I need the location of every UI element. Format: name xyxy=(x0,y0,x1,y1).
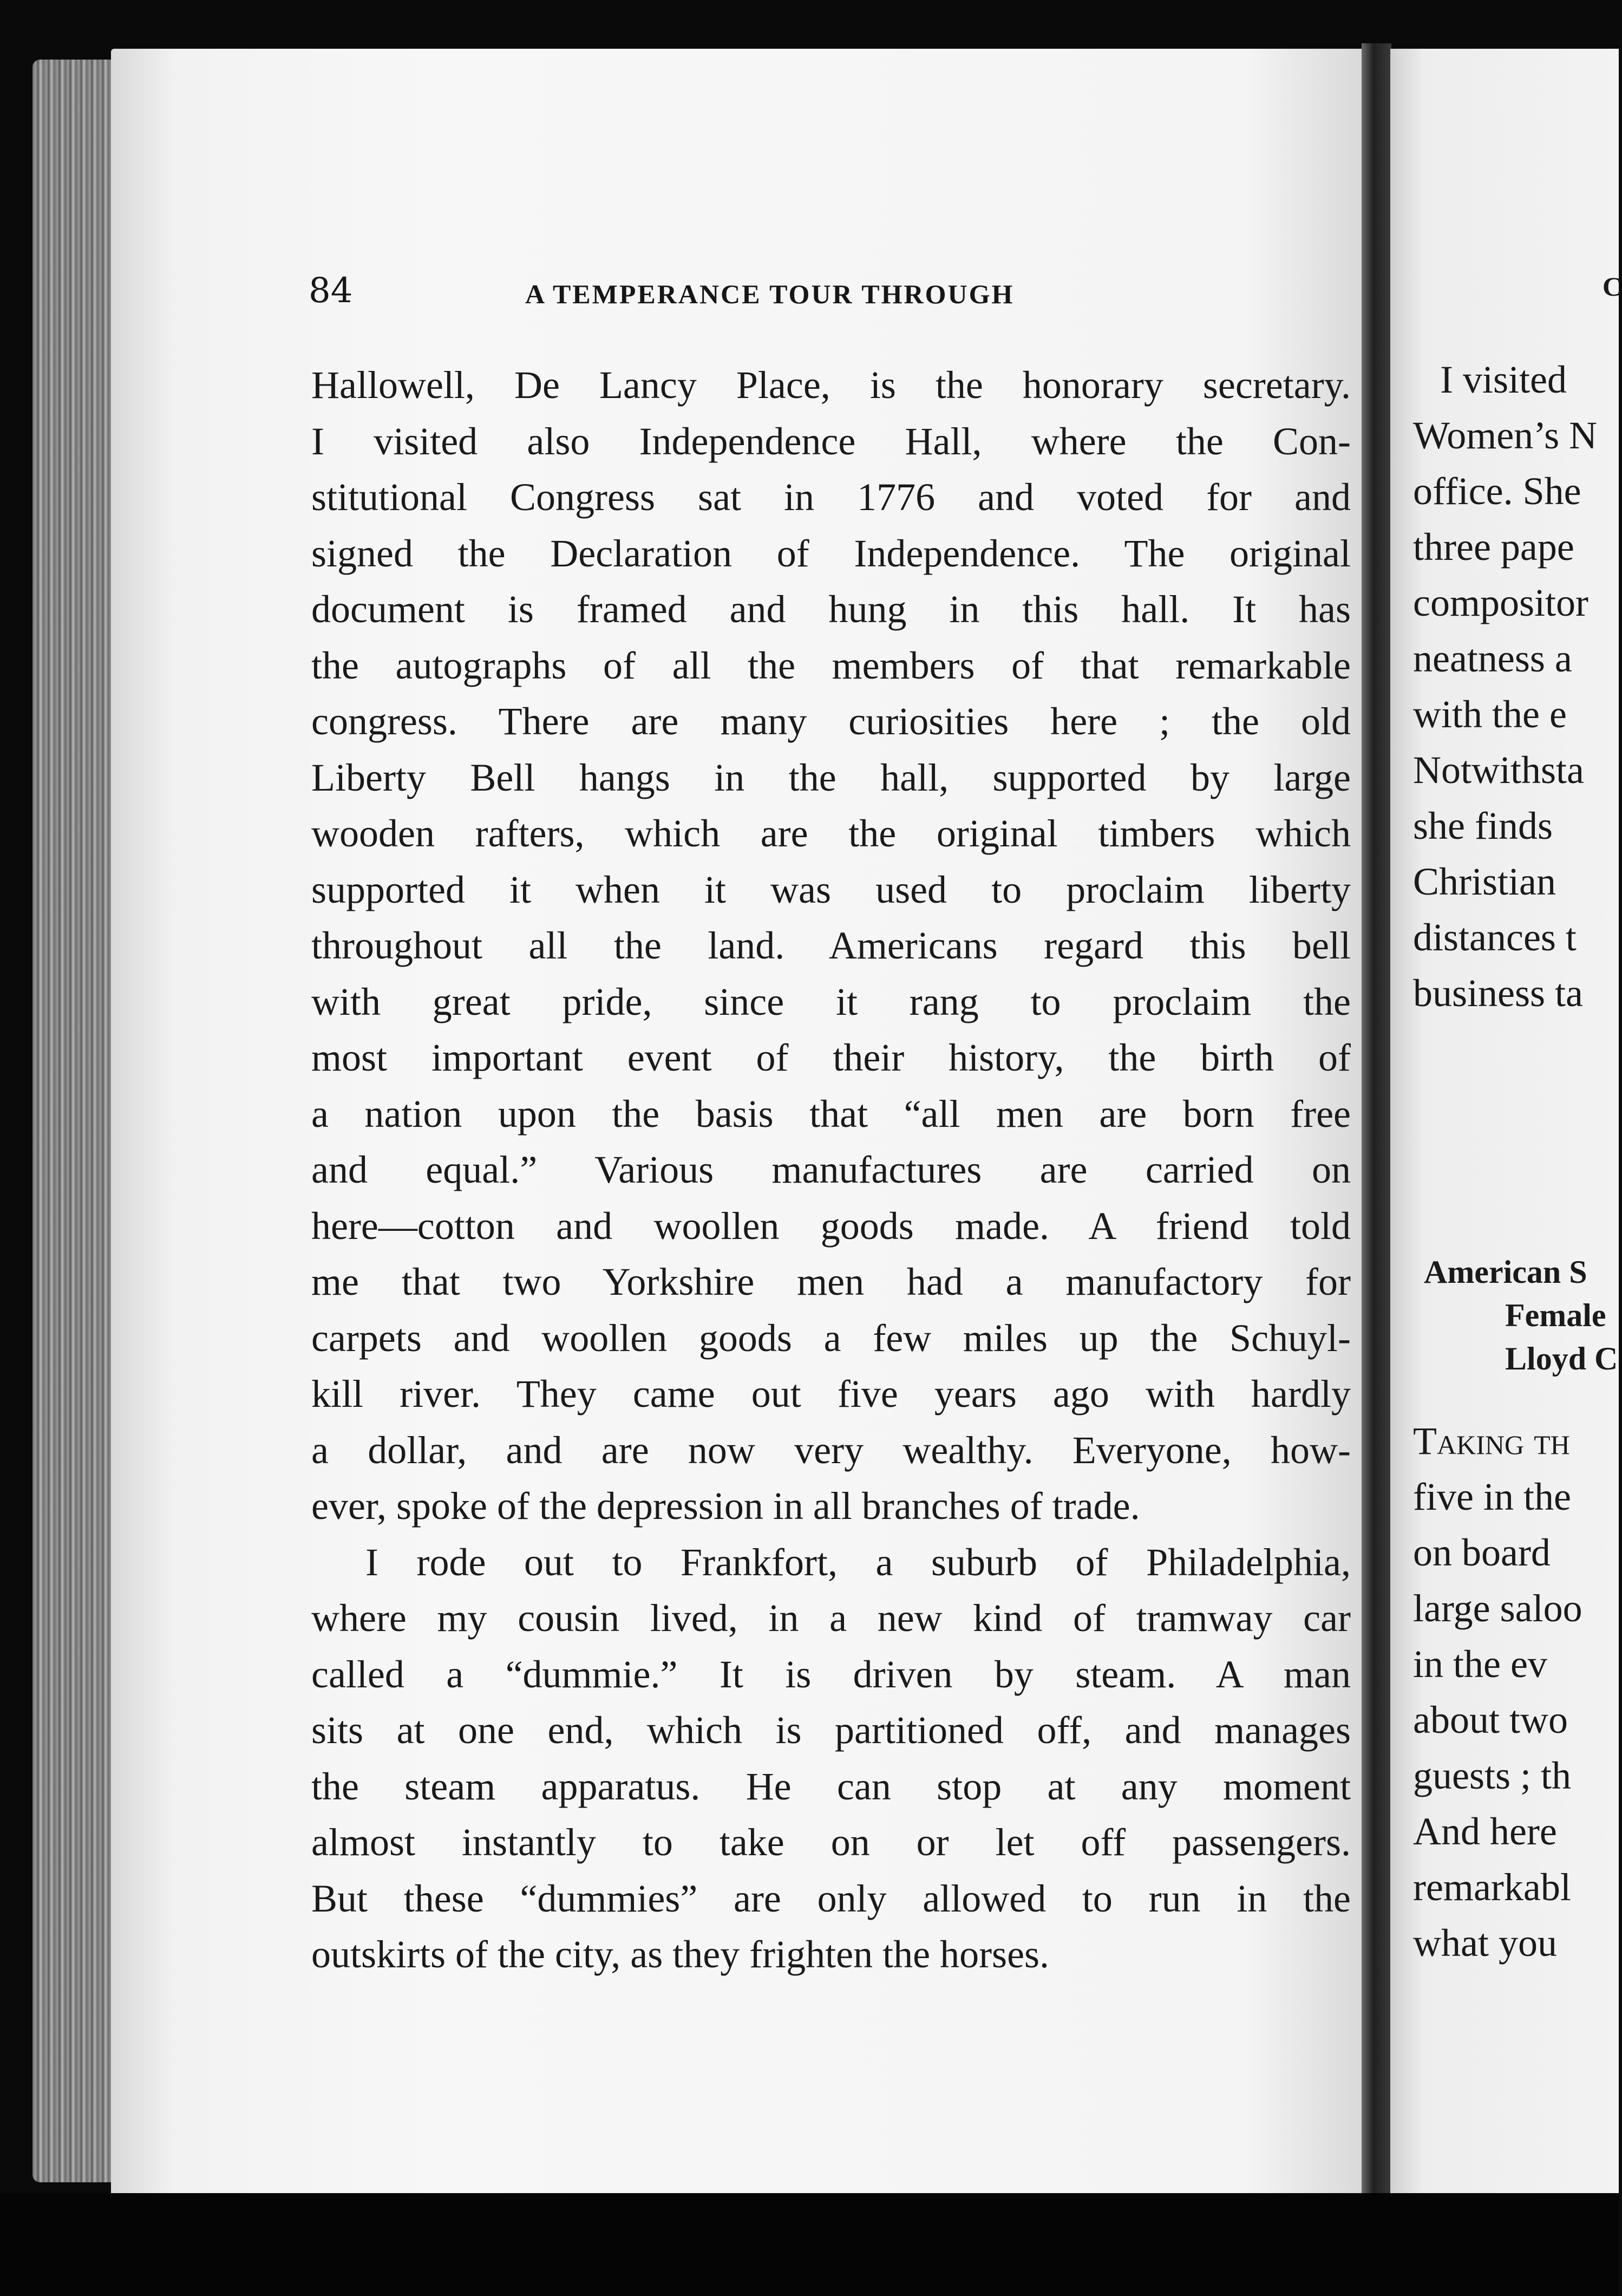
text-line: with great pride, since it rang to proclaim the xyxy=(311,980,1351,1023)
text-line: here—cotton and woollen goods made. A friend told xyxy=(311,1204,1351,1248)
text-line: most important event of their history, the birth of xyxy=(311,1036,1351,1079)
body-text xyxy=(311,357,1351,1983)
text-line: supported it when it was used to proclaim liberty xyxy=(311,867,1351,911)
text-line: signed the Declaration of Independence. The original xyxy=(311,531,1351,575)
running-head xyxy=(309,271,1353,314)
text-line: kill river. They came out five years ago with hardly xyxy=(311,1372,1351,1416)
text-line: congress. There are many curiosities here ; the old xyxy=(311,700,1351,743)
page-number: 84 xyxy=(309,271,353,311)
text-line: a dollar, and are now very wealthy. Everyone, how- xyxy=(311,1428,1351,1472)
right-text-line: about two xyxy=(1413,1698,1568,1741)
right-text-line: And here xyxy=(1413,1810,1557,1853)
text-line: I visited also Independence Hall, where the Con- xyxy=(311,419,1351,463)
right-text-line: distances t xyxy=(1413,916,1577,959)
right-text-line: Notwithsta xyxy=(1413,748,1584,792)
right-text-line: on board xyxy=(1413,1531,1551,1574)
right-text-line: Christian xyxy=(1413,860,1556,903)
scan-bottom-border xyxy=(0,2193,1619,2296)
text-line: carpets and woollen goods a few miles up the Schuyl- xyxy=(311,1316,1351,1360)
text-line: ever, spoke of the depression in all branches of trade. xyxy=(311,1484,1140,1528)
right-text-line: what you xyxy=(1413,1921,1557,1965)
right-subhead-line: Lloyd C xyxy=(1505,1341,1618,1377)
right-running-head-fragment: C xyxy=(1603,271,1622,302)
text-line: throughout all the land. Americans regard this bell xyxy=(311,924,1351,967)
right-text-line: neatness a xyxy=(1413,637,1572,680)
text-line: and equal.” Various manufactures are carried on xyxy=(311,1148,1351,1191)
right-text-line: with the e xyxy=(1413,693,1567,736)
text-line: the autographs of all the members of that remarkable xyxy=(311,643,1351,687)
right-text-line: five in the xyxy=(1413,1475,1571,1518)
text-line: Hallowell, De Lancy Place, is the honorary secretary. xyxy=(311,363,1351,407)
text-line: where my cousin lived, in a new kind of tramway car xyxy=(311,1596,1351,1640)
text-line: a nation upon the basis that “all men are born free xyxy=(311,1092,1351,1136)
text-line: But these “dummies” are only allowed to run in the xyxy=(311,1876,1351,1920)
right-text-line: compositor xyxy=(1413,581,1588,624)
text-line: document is framed and hung in this hall. It has xyxy=(311,588,1351,631)
right-text-line: Women’s N xyxy=(1413,414,1598,457)
right-text-line: I visited xyxy=(1440,358,1567,401)
right-text-line: business ta xyxy=(1413,971,1583,1015)
running-title: A TEMPERANCE TOUR THROUGH xyxy=(525,279,1015,309)
text-line: outskirts of the city, as they frighten the horses. xyxy=(311,1933,1050,1976)
right-text-line: three pape xyxy=(1413,525,1574,569)
right-subhead-line: American S xyxy=(1424,1254,1587,1290)
right-text-line: she finds xyxy=(1413,804,1553,847)
right-text-line: large saloo xyxy=(1413,1587,1582,1630)
text-line: wooden rafters, which are the original timbers which xyxy=(311,812,1351,855)
right-page-fragments xyxy=(1413,265,1622,2106)
text-line: called a “dummie.” It is driven by steam. A man xyxy=(311,1652,1351,1696)
book-page-edges xyxy=(32,60,114,2182)
text-line: me that two Yorkshire men had a manufactory for xyxy=(311,1260,1351,1303)
text-line: sits at one end, which is partitioned off, and manages xyxy=(311,1708,1351,1752)
right-text-line: in the ev xyxy=(1413,1642,1547,1686)
text-line: the steam apparatus. He can stop at any moment xyxy=(311,1764,1351,1808)
right-text-line: remarkabl xyxy=(1413,1866,1571,1909)
text-line: stitutional Congress sat in 1776 and voted for and xyxy=(311,475,1351,519)
text-line: Liberty Bell hangs in the hall, supported by large xyxy=(311,755,1351,799)
book-gutter xyxy=(1362,43,1391,2199)
text-line: almost instantly to take on or let off passengers. xyxy=(311,1821,1351,1864)
right-text-line: guests ; th xyxy=(1413,1754,1572,1797)
text-line: I rode out to Frankfort, a suburb of Philadelphia, xyxy=(365,1540,1351,1584)
right-text-line: office. She xyxy=(1413,469,1581,513)
right-subhead-line: Female xyxy=(1505,1297,1606,1333)
right-text-line: Taking th xyxy=(1413,1419,1570,1463)
